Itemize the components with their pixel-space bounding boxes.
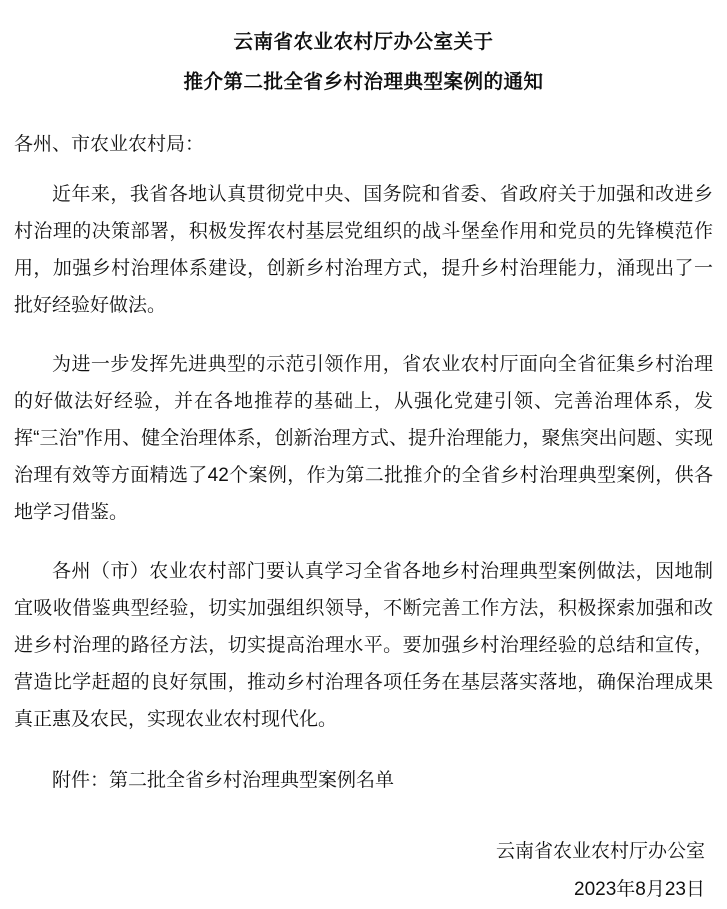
document-title — [14, 22, 713, 102]
signature-issuer: 云南省农业农村厅办公室 — [495, 841, 705, 862]
body-paragraph-2: 为进一步发挥先进典型的示范引领作用，省农业农村厅面向全省征集乡村治理的好做法好经验，并在各地推荐的基础上，从强化党建引领、完善治理体系，发挥“三治”作用、健全治理体系，创新治理方式、提升治理能力，聚焦突出问题、实现治理有效等方面精选了42个案例，作为第二批推介的全省乡村治理典型案例，供各地学习借鉴。 — [14, 354, 713, 523]
title-line-1: 云南省农业农村厅办公室关于 — [233, 31, 494, 53]
body-paragraph-3: 各州（市）农业农村部门要认真学习全省各地乡村治理典型案例做法，因地制宜吸收借鉴典型经验，切实加强组织领导，不断完善工作方法，积极探索加强和改进乡村治理的路径方法，切实提高治理水平。要加强乡村治理经验的总结和宣传，营造比学赶超的良好氛围，推动乡村治理各项任务在基层落实落地，确保治理成果真正惠及农民，实现农业农村现代化。 — [14, 561, 713, 730]
title-line-2: 推介第二批全省乡村治理典型案例的通知 — [183, 71, 544, 93]
body-paragraph-1: 近年来，我省各地认真贯彻党中央、国务院和省委、省政府关于加强和改进乡村治理的决策部署，积极发挥农村基层党组织的战斗堡垒作用和党员的先锋模范作用，加强乡村治理体系建设，创新乡村治理方式，提升乡村治理能力，涌现出了一批好经验好做法。 — [14, 184, 713, 316]
salutation: 各州、市农业农村局： — [14, 134, 205, 155]
signature-date: 2023年8月23日 — [574, 879, 705, 900]
attachment-line: 附件：第二批全省乡村治理典型案例名单 — [52, 770, 395, 791]
